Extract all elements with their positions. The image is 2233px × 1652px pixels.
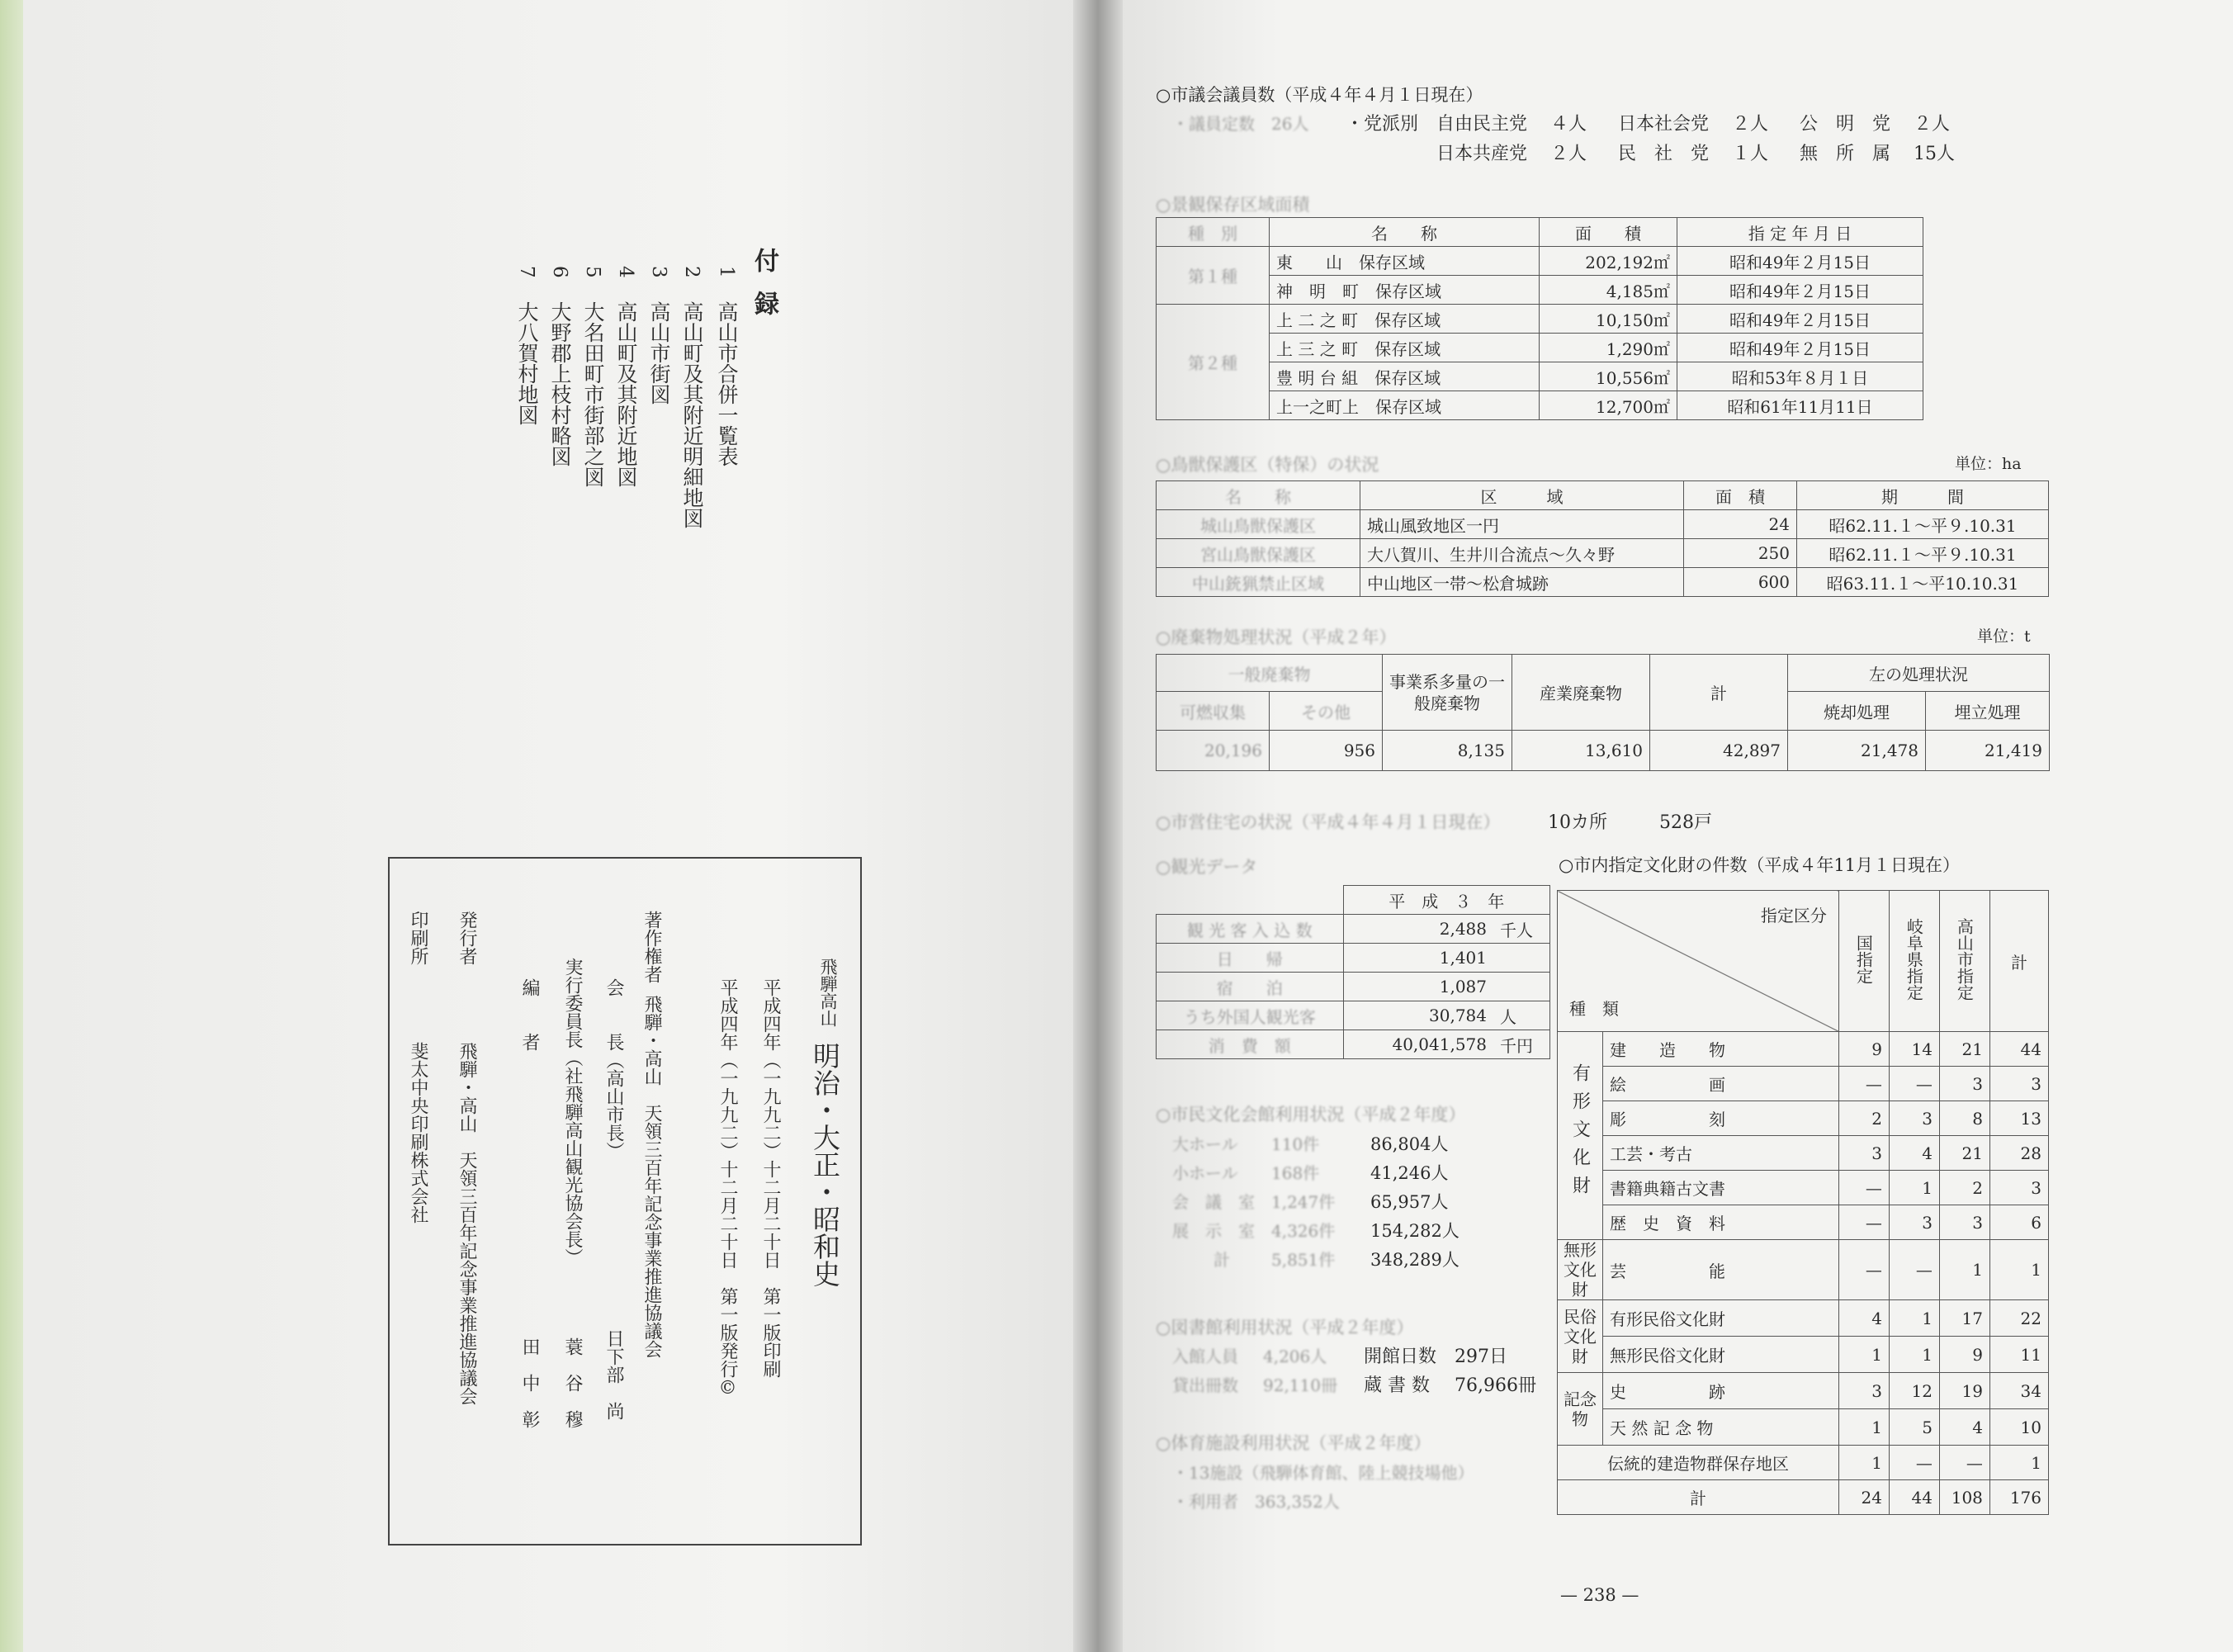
cultural-district-label: 伝統的建造物群保存地区	[1558, 1446, 1839, 1480]
wild-h-name: 名 称	[1157, 481, 1360, 510]
cultural-cell: —	[1838, 1240, 1889, 1300]
facility-label: 小ホール	[1172, 1163, 1238, 1183]
appendix-num-7: 7	[516, 266, 537, 278]
colophon-publisher: 飛騨・高山 天領三百年記念事業推進協議会	[457, 1042, 477, 1405]
cultural-cell: 1	[1989, 1446, 2048, 1480]
cultural-group-monument: 記念物	[1558, 1373, 1603, 1446]
pres-area: 10,150㎡	[1540, 305, 1677, 334]
cultural-cell: —	[1838, 1171, 1889, 1205]
cultural-row-label: 有形民俗文化財	[1603, 1300, 1839, 1337]
tourism-unit	[1493, 944, 1550, 973]
tourism-label: うち外国人観光客	[1157, 1001, 1344, 1030]
cultural-cell: 1	[1838, 1409, 1889, 1446]
tourism-value: 2,488	[1343, 915, 1493, 944]
book-edge	[0, 0, 25, 1652]
preservation-heading: ○景観保存区域面積	[1156, 195, 1310, 215]
waste-val-business: 8,135	[1383, 731, 1512, 771]
cultural-cell: 3	[1889, 1205, 1939, 1240]
appendix-num-2: 2	[681, 266, 703, 278]
wild-size: 24	[1684, 510, 1797, 539]
cultural-cell: 8	[1939, 1101, 1989, 1136]
cultural-cell: —	[1889, 1240, 1939, 1300]
colophon-exec-name: 蓑 谷 穆	[562, 1337, 583, 1428]
appendix-item-7: 大八賀村地図	[515, 301, 539, 425]
party-name-6: 無 所 属	[1800, 144, 1891, 164]
housing-places: 10カ所	[1548, 812, 1607, 833]
cultural-row-label: 歴 史 資 料	[1603, 1205, 1839, 1240]
cultural-cell: 2	[1838, 1101, 1889, 1136]
party-name-2: 日本社会党	[1618, 114, 1710, 135]
appendix-num-1: 1	[716, 266, 737, 278]
housing-heading: ○市営住宅の状況（平成４年４月１日現在）	[1156, 812, 1501, 832]
wild-h-period: 期 間	[1797, 481, 2049, 510]
cultural-cell: 3	[1838, 1373, 1889, 1409]
cultural-cell: —	[1838, 1205, 1889, 1240]
cultural-group-tangible: 有形文化財	[1558, 1032, 1603, 1240]
library-books-label: 蔵 書 数	[1364, 1375, 1430, 1396]
wild-name: 中山銃猟禁止区域	[1157, 568, 1360, 597]
cultural-cell: 13	[1989, 1101, 2048, 1136]
housing-units: 528戸	[1659, 812, 1712, 833]
cultural-cell: 1	[1939, 1240, 1989, 1300]
tourism-year: 平 成 ３ 年	[1343, 886, 1550, 915]
cultural-row-label: 彫 刻	[1603, 1101, 1839, 1136]
tourism-value: 1,087	[1343, 973, 1493, 1001]
party-count-6: 15人	[1914, 144, 1955, 164]
party-name-5: 民 社 党	[1618, 144, 1710, 164]
cultural-cell: 9	[1939, 1337, 1989, 1373]
pres-area: 12,700㎡	[1540, 391, 1677, 420]
tourism-label: 宿 泊	[1157, 973, 1344, 1001]
cultural-cell: 21	[1939, 1136, 1989, 1171]
pres-h-type: 種 別	[1157, 218, 1270, 247]
facilities-heading: ○市民文化会館利用状況（平成２年度）	[1156, 1105, 1466, 1124]
facility-label: 展 示 室	[1172, 1221, 1255, 1241]
cultural-group-intangible: 無形文化財	[1558, 1240, 1603, 1300]
cultural-col-prefecture: 岐阜県指定	[1889, 891, 1939, 1032]
cultural-col-total: 計	[1989, 891, 2048, 1032]
cultural-cell: 28	[1989, 1136, 2048, 1171]
library-loans-label: 貸出冊数	[1172, 1375, 1238, 1395]
tourism-heading: ○観光データ	[1156, 857, 1258, 877]
cultural-row-label: 絵 画	[1603, 1067, 1839, 1101]
facility-people: 86,804人	[1370, 1134, 1449, 1154]
pres-date: 昭和61年11月11日	[1677, 391, 1923, 420]
waste-h-business: 事業系多量の一般廃棄物	[1383, 655, 1512, 731]
wildlife-heading: ○鳥獣保護区（特保）の状況	[1156, 455, 1379, 475]
cultural-cell: —	[1838, 1067, 1889, 1101]
tourism-corner	[1157, 886, 1344, 915]
cultural-cell: 1	[1889, 1300, 1939, 1337]
tourism-table	[1156, 885, 1550, 1059]
council-party-label: ・党派別	[1346, 114, 1419, 135]
pres-area: 10,556㎡	[1540, 362, 1677, 391]
cultural-cell: 3	[1939, 1205, 1989, 1240]
facility-people: 154,282人	[1370, 1221, 1459, 1241]
cultural-cell: 4	[1838, 1300, 1889, 1337]
colophon-editor-label: 編 者	[519, 978, 540, 1051]
cultural-cell: 3	[1989, 1171, 2048, 1205]
tourism-value: 1,401	[1343, 944, 1493, 973]
cultural-cell: 6	[1989, 1205, 2048, 1240]
tourism-label: 消 費 額	[1157, 1030, 1344, 1059]
cultural-cell: —	[1889, 1067, 1939, 1101]
tourism-label: 観 光 客 入 込 数	[1157, 915, 1344, 944]
facility-label: 計	[1213, 1250, 1230, 1270]
cultural-cell: 1	[1889, 1337, 1939, 1373]
appendix-num-5: 5	[582, 266, 603, 278]
facility-label: 会 議 室	[1172, 1192, 1255, 1212]
pres-area: 1,290㎡	[1540, 334, 1677, 362]
wildlife-unit: 単位：ha	[1955, 455, 2022, 473]
library-visitors: 4,206人	[1263, 1347, 1327, 1366]
cultural-cell: 44	[1989, 1032, 2048, 1067]
waste-heading: ○廃棄物処理状況（平成２年）	[1156, 627, 1397, 647]
cultural-cell: 12	[1889, 1373, 1939, 1409]
waste-val-landfill: 21,419	[1926, 731, 2050, 771]
cultural-heading: ○市内指定文化財の件数（平成４年11月１日現在）	[1559, 855, 1961, 875]
waste-val-burn: 21,478	[1788, 731, 1926, 771]
tourism-unit: 千円	[1493, 1030, 1550, 1059]
library-days: 297日	[1455, 1347, 1507, 1367]
party-name-4: 日本共産党	[1436, 144, 1528, 164]
colophon-printer: 斐太中央印刷株式会社	[408, 1042, 428, 1224]
page-number: — 238 —	[1560, 1585, 1639, 1605]
cultural-cell: 3	[1889, 1101, 1939, 1136]
cultural-row-label: 書籍典籍古文書	[1603, 1171, 1839, 1205]
pres-name: 豊 明 台 組 保存区域	[1270, 362, 1540, 391]
pres-date: 昭和49年２月15日	[1677, 334, 1923, 362]
party-name-1: 自由民主党	[1436, 114, 1528, 135]
cultural-col-national: 国指定	[1838, 891, 1889, 1032]
facility-people: 65,957人	[1370, 1192, 1449, 1212]
waste-h-collected: 可燃収集	[1157, 692, 1270, 731]
waste-h-industrial: 産業廃棄物	[1512, 655, 1650, 731]
pres-name: 上 二 之 町 保存区域	[1270, 305, 1540, 334]
wild-area: 大八賀川、生井川合流点～久々野	[1360, 539, 1684, 568]
party-count-3: ２人	[1914, 114, 1951, 135]
appendix-num-4: 4	[615, 266, 636, 278]
cultural-total-cell: 176	[1989, 1480, 2048, 1515]
party-count-1: ４人	[1550, 114, 1587, 135]
cultural-cell: 22	[1989, 1300, 2048, 1337]
tourism-value: 40,041,578	[1343, 1030, 1493, 1059]
appendix-num-3: 3	[648, 266, 669, 278]
appendix-item-1: 高山市合併一覧表	[715, 301, 739, 466]
party-count-5: １人	[1732, 144, 1769, 164]
facility-people: 348,289人	[1370, 1250, 1459, 1270]
facility-people: 41,246人	[1370, 1163, 1449, 1183]
library-heading: ○図書館利用状況（平成２年度）	[1156, 1318, 1414, 1337]
waste-table	[1156, 654, 2050, 771]
tourism-unit: 人	[1493, 1001, 1550, 1030]
pres-date: 昭和49年２月15日	[1677, 305, 1923, 334]
waste-unit: 単位：t	[1977, 627, 2031, 646]
colophon-book-title: 明治・大正・昭和史	[809, 1042, 841, 1287]
waste-val-industrial: 13,610	[1512, 731, 1650, 771]
cultural-total-label: 計	[1558, 1480, 1839, 1515]
colophon-published: 平成四年（一九九二）十二月二十日 第一版発行©	[717, 978, 738, 1399]
cultural-cell: 17	[1939, 1300, 1989, 1337]
cultural-cell: 1	[1838, 1446, 1889, 1480]
council-total: ・議員定数 26人	[1172, 114, 1309, 134]
wild-area: 中山地区一帯～松倉城跡	[1360, 568, 1684, 597]
facility-count: 168件	[1271, 1163, 1320, 1183]
party-count-4: ２人	[1550, 144, 1587, 164]
wild-area: 城山風致地区一円	[1360, 510, 1684, 539]
waste-h-landfill: 埋立処理	[1926, 692, 2050, 731]
cultural-total-cell: 44	[1889, 1480, 1939, 1515]
cultural-row-label: 建 造 物	[1603, 1032, 1839, 1067]
wild-period: 昭62.11.１～平９.10.31	[1797, 539, 2049, 568]
preservation-table	[1156, 217, 1923, 420]
party-count-2: ２人	[1732, 114, 1769, 135]
colophon-printer-label: 印刷所	[408, 911, 428, 965]
library-books: 76,966冊	[1455, 1375, 1536, 1396]
colophon-author-label: 著作権者	[641, 911, 662, 983]
cultural-cell: —	[1889, 1446, 1939, 1480]
appendix-item-6: 大野郡上枝村略図	[548, 301, 572, 466]
colophon-publisher-label: 発行者	[457, 911, 477, 965]
cultural-cell: —	[1939, 1446, 1989, 1480]
facility-count: 110件	[1271, 1134, 1320, 1154]
book-gutter	[1073, 0, 1123, 1652]
pres-area: 4,185㎡	[1540, 276, 1677, 305]
cultural-cell: 19	[1939, 1373, 1989, 1409]
pres-name: 上一之町上 保存区域	[1270, 391, 1540, 420]
appendix-item-3: 高山市街図	[647, 301, 671, 405]
cultural-row-label: 無形民俗文化財	[1603, 1337, 1839, 1373]
cultural-cell: 10	[1989, 1409, 2048, 1446]
cultural-cell: 4	[1889, 1136, 1939, 1171]
waste-h-disposal: 左の処理状況	[1788, 655, 2050, 692]
waste-h-total: 計	[1650, 655, 1788, 731]
colophon-exec-label: 実行委員長（社飛騨高山観光協会長）	[562, 958, 583, 1266]
pres-h-date: 指 定 年 月 日	[1677, 218, 1923, 247]
pres-date: 昭和49年２月15日	[1677, 247, 1923, 276]
pres-date: 昭和53年８月１日	[1677, 362, 1923, 391]
waste-val-collected: 20,196	[1157, 731, 1270, 771]
pres-date: 昭和49年２月15日	[1677, 276, 1923, 305]
cultural-cell: 34	[1989, 1373, 2048, 1409]
colophon-author: 飛騨・高山 天領三百年記念事業推進協議会	[641, 995, 662, 1358]
cultural-cell: 3	[1989, 1067, 2048, 1101]
facility-count: 1,247件	[1271, 1192, 1336, 1212]
pres-h-area: 面 積	[1540, 218, 1677, 247]
pres-name: 東 山 保存区域	[1270, 247, 1540, 276]
waste-val-other: 956	[1270, 731, 1383, 771]
cultural-cell: 1	[1838, 1337, 1889, 1373]
tourism-unit: 千人	[1493, 915, 1550, 944]
colophon-chair-name: 日下部 尚	[603, 1329, 624, 1420]
cultural-cell: 4	[1939, 1409, 1989, 1446]
appendix-num-6: 6	[549, 266, 570, 278]
library-days-label: 開館日数	[1364, 1347, 1437, 1367]
tourism-value: 30,784	[1343, 1001, 1493, 1030]
appendix-item-2: 高山町及其附近明細地図	[680, 301, 704, 528]
pres-type-2: 第２種	[1157, 305, 1270, 420]
facility-label: 大ホール	[1172, 1134, 1238, 1154]
sports-heading: ○体育施設利用状況（平成２年度）	[1156, 1433, 1431, 1453]
pres-name: 上 三 之 町 保存区域	[1270, 334, 1540, 362]
party-name-3: 公 明 党	[1800, 114, 1891, 135]
waste-val-total: 42,897	[1650, 731, 1788, 771]
cultural-cell: 21	[1939, 1032, 1989, 1067]
cultural-col-city: 高山市指定	[1939, 891, 1989, 1032]
wild-size: 600	[1684, 568, 1797, 597]
cultural-row-label: 工芸・考古	[1603, 1136, 1839, 1171]
cultural-cell: 1	[1989, 1240, 2048, 1300]
cultural-cell: 9	[1838, 1032, 1889, 1067]
appendix-item-4: 高山町及其附近地図	[614, 301, 638, 487]
cultural-row-label: 芸 能	[1603, 1240, 1839, 1300]
appendix-item-5: 大名田町市街部之図	[581, 301, 605, 487]
pres-name: 神 明 町 保存区域	[1270, 276, 1540, 305]
cultural-cell: 3	[1838, 1136, 1889, 1171]
waste-h-other: その他	[1270, 692, 1383, 731]
cultural-cell: 14	[1889, 1032, 1939, 1067]
waste-h-general: 一般廃棄物	[1157, 655, 1383, 692]
tourism-unit	[1493, 973, 1550, 1001]
wild-name: 宮山鳥獣保護区	[1157, 539, 1360, 568]
cultural-corner-bottom: 種 類	[1569, 999, 1619, 1019]
cultural-row-label: 天 然 記 念 物	[1603, 1409, 1839, 1446]
facility-count: 5,851件	[1271, 1250, 1336, 1270]
colophon-chair-label: 会 長（高山市長）	[603, 978, 624, 1160]
cultural-corner	[1558, 891, 1839, 1032]
colophon-editor-name: 田 中 彰	[519, 1337, 540, 1428]
wild-period: 昭63.11.１～平10.10.31	[1797, 568, 2049, 597]
sports-users: ・利用者 363,352人	[1172, 1492, 1340, 1512]
colophon-printed: 平成四年（一九九二）十二月二十日 第一版印刷	[760, 978, 781, 1378]
council-heading: ○市議会議員数（平成４年４月１日現在）	[1156, 85, 1483, 105]
cultural-cell: 3	[1939, 1067, 1989, 1101]
library-visitors-label: 入館人員	[1172, 1347, 1238, 1366]
cultural-total-cell: 108	[1939, 1480, 1989, 1515]
cultural-row-label: 史 跡	[1603, 1373, 1839, 1409]
cultural-table	[1557, 890, 2049, 1515]
cultural-cell: 2	[1939, 1171, 1989, 1205]
wildlife-table	[1156, 480, 2049, 597]
waste-h-burn: 焼却処理	[1788, 692, 1926, 731]
pres-area: 202,192㎡	[1540, 247, 1677, 276]
cultural-corner-top: 指定区分	[1760, 906, 1827, 925]
colophon-series: 飛騨高山	[818, 958, 838, 1027]
cultural-cell: 1	[1889, 1171, 1939, 1205]
cultural-total-cell: 24	[1838, 1480, 1889, 1515]
library-loans: 92,110冊	[1263, 1375, 1337, 1395]
cultural-cell: 11	[1989, 1337, 2048, 1373]
pres-h-name: 名 称	[1270, 218, 1540, 247]
wild-h-size: 面 積	[1684, 481, 1797, 510]
cultural-cell: 5	[1889, 1409, 1939, 1446]
wild-size: 250	[1684, 539, 1797, 568]
appendix-title: 付録	[750, 248, 778, 334]
sports-facilities: ・13施設（飛騨体育館、陸上競技場他）	[1172, 1463, 1474, 1483]
facility-count: 4,326件	[1271, 1221, 1336, 1241]
cultural-group-folk: 民俗文化財	[1558, 1300, 1603, 1373]
wild-h-area: 区 域	[1360, 481, 1684, 510]
pres-type-1: 第１種	[1157, 247, 1270, 305]
wild-name: 城山鳥獣保護区	[1157, 510, 1360, 539]
tourism-label: 日 帰	[1157, 944, 1344, 973]
wild-period: 昭62.11.１～平９.10.31	[1797, 510, 2049, 539]
